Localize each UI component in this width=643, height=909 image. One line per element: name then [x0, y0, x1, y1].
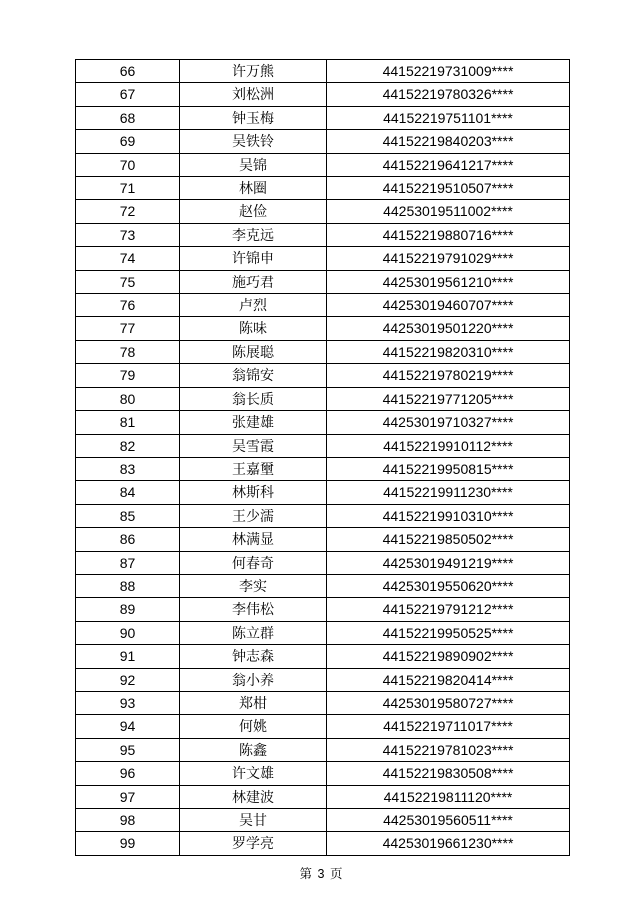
name-cell: 王嘉壐 — [180, 457, 327, 480]
table-row — [76, 528, 570, 551]
name-cell: 吴铁铃 — [180, 130, 327, 153]
name-cell: 许文雄 — [180, 762, 327, 785]
row-index-cell: 74 — [76, 247, 180, 270]
id-number-cell: 44152219840203**** — [327, 130, 570, 153]
table-row — [76, 457, 570, 480]
name-cell: 赵俭 — [180, 200, 327, 223]
table-row — [76, 504, 570, 527]
id-number-cell: 44253019491219**** — [327, 551, 570, 574]
row-index-cell: 78 — [76, 340, 180, 363]
name-cell: 林满显 — [180, 528, 327, 551]
id-number-cell: 44152219950815**** — [327, 457, 570, 480]
name-cell: 陈展聪 — [180, 340, 327, 363]
id-number-cell: 44152219771205**** — [327, 387, 570, 410]
row-index-cell: 75 — [76, 270, 180, 293]
id-number-cell: 44253019560511**** — [327, 809, 570, 832]
table-row — [76, 153, 570, 176]
id-number-cell: 44152219791212**** — [327, 598, 570, 621]
table-row — [76, 809, 570, 832]
name-cell: 翁小养 — [180, 668, 327, 691]
id-number-cell: 44152219780219**** — [327, 364, 570, 387]
name-cell: 李伟松 — [180, 598, 327, 621]
id-number-cell: 44152219820310**** — [327, 340, 570, 363]
table-row — [76, 364, 570, 387]
row-index-cell: 91 — [76, 645, 180, 668]
name-cell: 林圈 — [180, 177, 327, 200]
row-index-cell: 98 — [76, 809, 180, 832]
row-index-cell: 85 — [76, 504, 180, 527]
table-row — [76, 481, 570, 504]
id-number-cell: 44152219880716**** — [327, 223, 570, 246]
table-row — [76, 200, 570, 223]
id-number-cell: 44152219890902**** — [327, 645, 570, 668]
id-number-cell: 44253019460707**** — [327, 294, 570, 317]
name-cell: 吴雪霞 — [180, 434, 327, 457]
table-row — [76, 83, 570, 106]
name-cell: 卢烈 — [180, 294, 327, 317]
id-number-cell: 44253019501220**** — [327, 317, 570, 340]
table-row — [76, 598, 570, 621]
name-cell: 钟志森 — [180, 645, 327, 668]
row-index-cell: 94 — [76, 715, 180, 738]
row-index-cell: 99 — [76, 832, 180, 855]
row-index-cell: 92 — [76, 668, 180, 691]
table-row — [76, 387, 570, 410]
row-index-cell: 96 — [76, 762, 180, 785]
id-number-cell: 44152219711017**** — [327, 715, 570, 738]
table-row — [76, 340, 570, 363]
table-row — [76, 621, 570, 644]
table-row — [76, 60, 570, 83]
id-number-cell: 44253019710327**** — [327, 411, 570, 434]
row-index-cell: 88 — [76, 574, 180, 597]
row-index-cell: 80 — [76, 387, 180, 410]
id-number-cell: 44152219950525**** — [327, 621, 570, 644]
name-cell: 施巧君 — [180, 270, 327, 293]
row-index-cell: 71 — [76, 177, 180, 200]
table-row — [76, 574, 570, 597]
row-index-cell: 79 — [76, 364, 180, 387]
table-row — [76, 762, 570, 785]
row-index-cell: 77 — [76, 317, 180, 340]
id-number-cell: 44152219830508**** — [327, 762, 570, 785]
name-cell: 翁锦安 — [180, 364, 327, 387]
id-number-cell: 44253019661230**** — [327, 832, 570, 855]
table-row — [76, 645, 570, 668]
name-cell: 翁长质 — [180, 387, 327, 410]
name-cell: 郑柑 — [180, 691, 327, 714]
name-cell: 何春奇 — [180, 551, 327, 574]
row-index-cell: 72 — [76, 200, 180, 223]
id-number-cell: 44253019550620**** — [327, 574, 570, 597]
row-index-cell: 84 — [76, 481, 180, 504]
table-row — [76, 294, 570, 317]
table-row — [76, 832, 570, 855]
row-index-cell: 89 — [76, 598, 180, 621]
table-row — [76, 270, 570, 293]
table-row — [76, 434, 570, 457]
row-index-cell: 81 — [76, 411, 180, 434]
table-row — [76, 317, 570, 340]
row-index-cell: 66 — [76, 60, 180, 83]
row-index-cell: 76 — [76, 294, 180, 317]
id-number-cell: 44152219910112**** — [327, 434, 570, 457]
name-cell: 陈味 — [180, 317, 327, 340]
row-index-cell: 90 — [76, 621, 180, 644]
row-index-cell: 69 — [76, 130, 180, 153]
name-cell: 王少濡 — [180, 504, 327, 527]
roster-body — [76, 60, 570, 856]
id-number-cell: 44152219911230**** — [327, 481, 570, 504]
table-row — [76, 106, 570, 129]
row-index-cell: 93 — [76, 691, 180, 714]
roster-table — [75, 59, 570, 856]
id-number-cell: 44253019511002**** — [327, 200, 570, 223]
table-row — [76, 738, 570, 761]
table-row — [76, 130, 570, 153]
name-cell: 陈立群 — [180, 621, 327, 644]
name-cell: 许万熊 — [180, 60, 327, 83]
id-number-cell: 44253019561210**** — [327, 270, 570, 293]
name-cell: 吴甘 — [180, 809, 327, 832]
row-index-cell: 97 — [76, 785, 180, 808]
name-cell: 钟玉梅 — [180, 106, 327, 129]
name-cell: 陈鑫 — [180, 738, 327, 761]
name-cell: 张建雄 — [180, 411, 327, 434]
row-index-cell: 67 — [76, 83, 180, 106]
row-index-cell: 95 — [76, 738, 180, 761]
id-number-cell: 44152219641217**** — [327, 153, 570, 176]
name-cell: 吴锦 — [180, 153, 327, 176]
id-number-cell: 44152219751101**** — [327, 106, 570, 129]
table-row — [76, 177, 570, 200]
name-cell: 罗学亮 — [180, 832, 327, 855]
name-cell: 林建波 — [180, 785, 327, 808]
row-index-cell: 73 — [76, 223, 180, 246]
id-number-cell: 44152219731009**** — [327, 60, 570, 83]
row-index-cell: 83 — [76, 457, 180, 480]
id-number-cell: 44152219781023**** — [327, 738, 570, 761]
table-row — [76, 411, 570, 434]
id-number-cell: 44152219811120**** — [327, 785, 570, 808]
table-row — [76, 715, 570, 738]
name-cell: 何姚 — [180, 715, 327, 738]
id-number-cell: 44152219510507**** — [327, 177, 570, 200]
id-number-cell: 44152219910310**** — [327, 504, 570, 527]
table-row — [76, 223, 570, 246]
table-row — [76, 785, 570, 808]
table-row — [76, 691, 570, 714]
id-number-cell: 44152219850502**** — [327, 528, 570, 551]
row-index-cell: 86 — [76, 528, 180, 551]
name-cell: 刘松洲 — [180, 83, 327, 106]
row-index-cell: 82 — [76, 434, 180, 457]
table-row — [76, 668, 570, 691]
table-row — [76, 247, 570, 270]
row-index-cell: 87 — [76, 551, 180, 574]
row-index-cell: 68 — [76, 106, 180, 129]
row-index-cell: 70 — [76, 153, 180, 176]
id-number-cell: 44152219780326**** — [327, 83, 570, 106]
name-cell: 许锦申 — [180, 247, 327, 270]
page-number: 第 3 页 — [299, 867, 344, 881]
name-cell: 李克远 — [180, 223, 327, 246]
name-cell: 林斯科 — [180, 481, 327, 504]
table-row — [76, 551, 570, 574]
id-number-cell: 44152219791029**** — [327, 247, 570, 270]
id-number-cell: 44152219820414**** — [327, 668, 570, 691]
id-number-cell: 44253019580727**** — [327, 691, 570, 714]
name-cell: 李实 — [180, 574, 327, 597]
